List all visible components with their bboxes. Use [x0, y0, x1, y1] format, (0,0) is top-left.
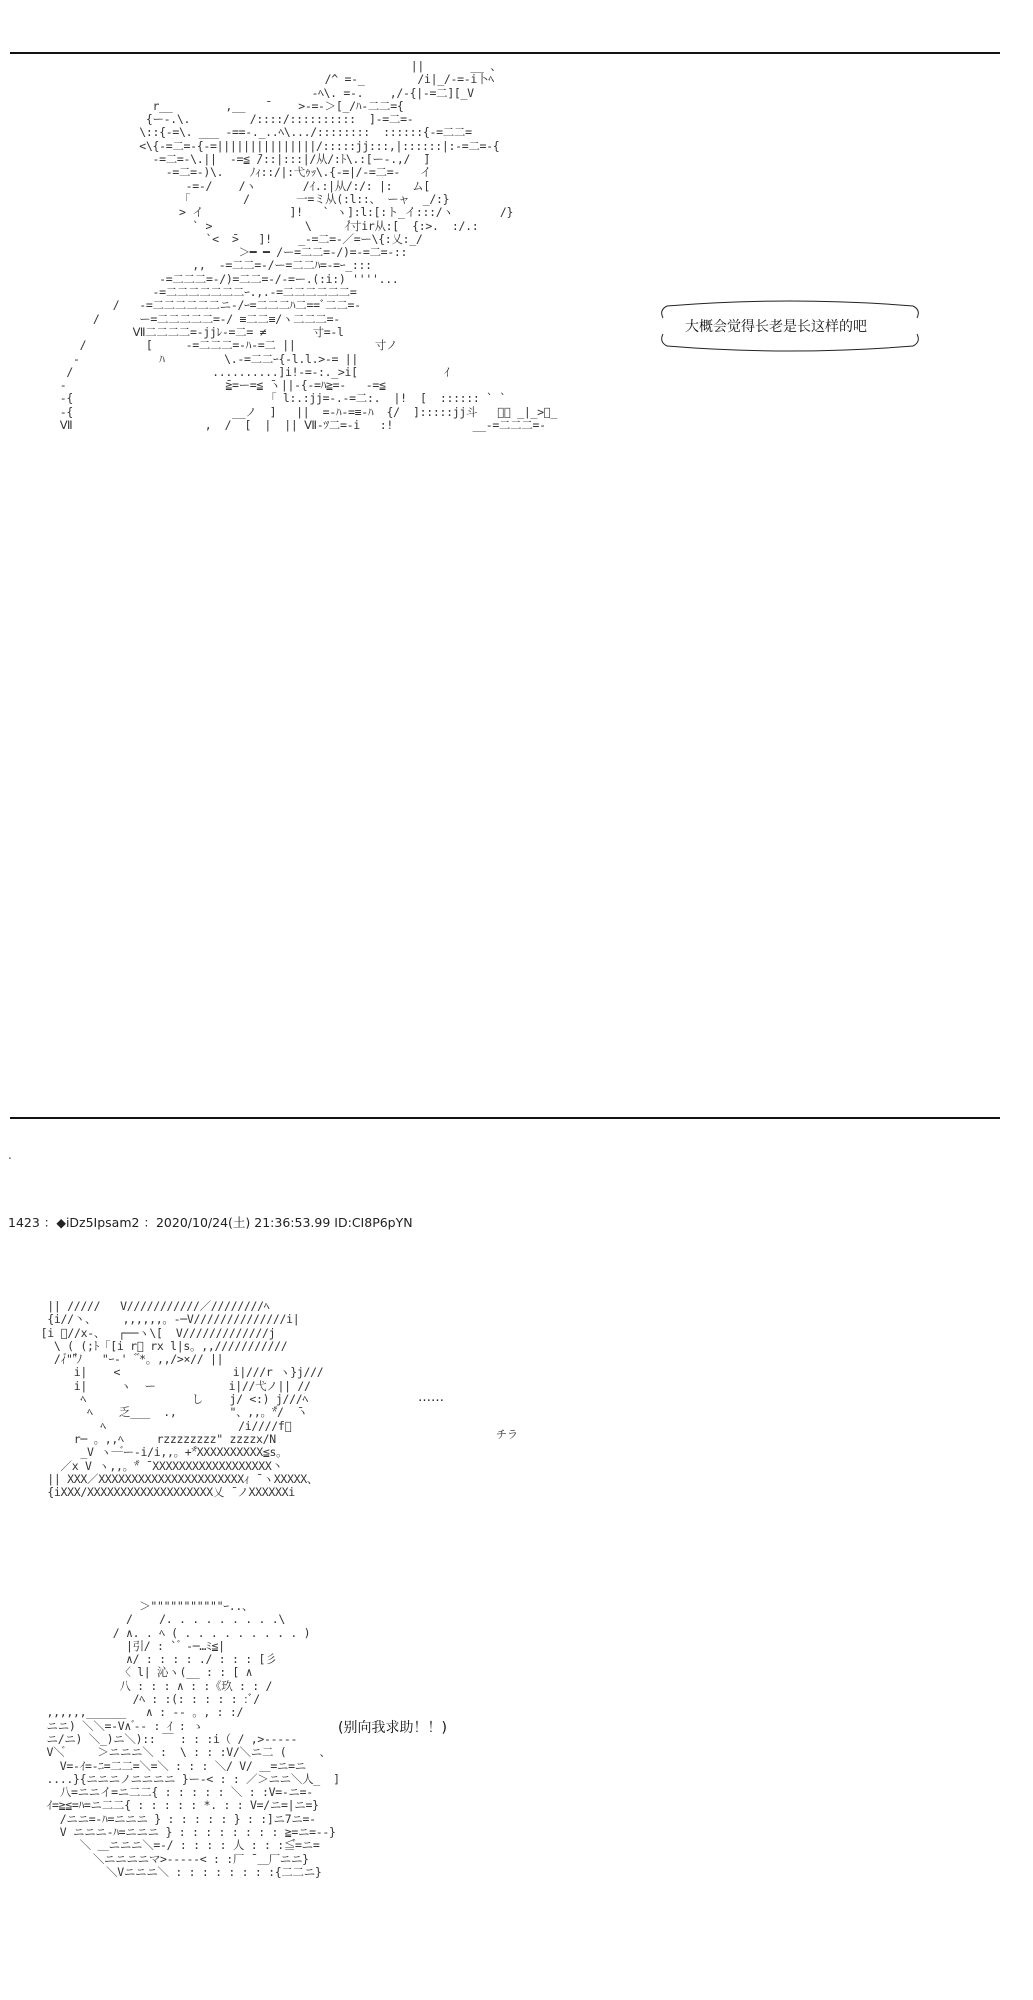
post-time: 21:36:53.99 — [254, 1215, 331, 1230]
shout-text: (别向我求助！！) — [338, 1720, 447, 1736]
post-trip: iDz5Ipsam2 — [65, 1215, 140, 1230]
post-date: 2020/10/24(土) — [155, 1215, 251, 1230]
speech-bubble — [655, 300, 925, 352]
aa-art-panel3: ＞"""""""""""ｰ..、 / /. . . . . . . . .\ / ∧. . ﾍ ( . . . . . . . . . ) |引/ : ` ゙ ‐─…ﾐ≦| ∧/ : : : : ./ : : : [彡 〈 l| 沁ヽ(__ : : [ ∧ 八 : : : ∧ : :《玖 : : / /ﾍ : :(: : : : : :ﾞ/ ,,,,,,______ ∧ : -- 。, : :/ ニニ) ＼＼=-V∧ ゙-- : ｲ : ゝ ニ/ニ) ＼_)ニ＼):: ￣ : : :i（ / ,>-‐‐‐- V＼゙ ＞ニニニ＼ : \ : : :V/＼ニ二 ( 、 V=-ｲ=-ﾆ=二二=＼=＼ : : : ＼/ V/ ＿=ニ=ニ ....}{ニニニノニニニニ }ー-< : : ／＞ニニ＼人_ ] 八=ニニイ=ニ二二{ : : : : : ＼ : :V=-ニ=- ｲ=≧≦=ﾊ=ニ二二{ : : : : : *. : : V=/ニ=|ニ=} /ニニ=-ﾊ=ニニニ } : : : : : } : :]ニ7ニ=- V ニニニ-ﾊ=ニニニ } : : : : : : : : ≧=ニ=--} ＼ ＿ニニニ＼=-/ : : : : 人 : : :≦゙=ニ= ＼ニニニニマ>-----< : :厂 ̄ ＿厂ニニ} ＼Vニニニ＼ : : : : : : : :{二二ニ} — [46, 1599, 340, 1879]
post-header — [8, 1213, 413, 1231]
trip-diamond-icon: ◆ — [56, 1215, 66, 1230]
ellipsis-text: …… — [418, 1390, 444, 1405]
dot-marker: . — [8, 1148, 12, 1162]
speech-bubble-text: 大概会觉得长老是长这样的吧 — [685, 319, 867, 335]
panel-divider — [10, 1117, 1000, 1119]
post-sep: ： — [43, 1215, 57, 1230]
top-divider — [10, 52, 1000, 54]
post-number[interactable]: 1423 — [8, 1215, 40, 1230]
post-id[interactable]: ID:CI8P6pYN — [334, 1215, 413, 1230]
aa-art-panel1: || __ 、 /^ =-_ /i|_/-=-i卜ﾍ -ﾍ\. =-. ,/-{|-=二][_V r__ ,__ ̄ >-=-＞[_/ﾊ-二二={ {ー-.\. /::::/:::::::::: ]-=二=- \::{-=\. ___ -==-._..ﾍ\.../:::::::: ::::::{-=二二= <\{-=二=-{-=|||||||||||||||/:::::jj:::,|::::::|:-=二=-{ -=二=-\.|| -=≦ ̄/::|:::|/从/:ﾄ\.:[ー-.,/ ̄] -=二=-)\. ﾉｨ::/|:弋ｩｯ\.{-=|/-=二=- イ -=-/ /ヽ /ｲ.:|从/:/: |: ム[ 「 / 一=ミ从(:l::、 ーャ _/:} > イ ]! ` ヽ]:l:[:ト_イ:::/ヽ /} ` > \ ｲ゙寸ir从:[ {:>. :/.: `< ̄> ]! _-=二=-／=ー\{:乂:_/ ＞━ ━ /ー=二二=-/)=-=二=-:: ,, -=二二=-/ー=二二ﾊ=-=ｰ_::: -=二二二=-/)=二二=-/-=ー.(:i:) ''''... -=二二二二二二二ｰ.,.-=二二二二二二= / -=二二二二二二ニ-/ｰ=二二二ﾊ二==ﾞ二二=- / ー=二二二二二=-/ ≡二二≡/ヽ二二二=- Ⅶ二二二二=-jjﾚ-=二= ≠ 寸=-l / [ -=二二二=-ﾊ-=二 || 寸ノ - ﾊ \.-=二二ｰ{-l.l.>-= || / ..........]i!-=-:._>i[ ｲ - ̄≧=ー=≦ ̄ヽ||-{-=ﾊ≧=- -=≦ -{ 「 l:.:jj=-.-=二:. |! [ :::::: ` ` -{ __ノ ] || =-ﾊ-=≡-ﾊ {/ ]:::::jj斗 ゙「 _|_>ー_ Ⅶ , / [ | || Ⅶ-ﾂ二=-i :! __-=二二二=- — [59, 59, 557, 433]
sfx-text: チラ — [496, 1428, 518, 1441]
aa-art-panel2: || ///// V///////////／////////ﾍ {i//丶、 ,,,,,,。-─V//////////////i| [i ゙//x-、 ┌──ヽ\[ V/////////////j \ ( (;ﾄ「[i r゙ rx l|s。,,/////////// /ｨ゙""゙ﾉ "ｰ-' ゙ ゙*。,,/>×// || i| < i|///r ヽ}j/// i| ヽ ー i|//弋ノ|| // ﾍ し j/ <:) j///ﾍ ﾍ 乏___ ., "、,,。*゙/ ̄ヽ ﾍ /i////f゙ r─ 。,,ﾍ rzzzzzzzz" zzzzx/N _V ヽ─゙ー‐i/i,,。+*゙XXXXXXXXXX≦s。 ／x V ヽ,,。*゙ ̄ XXXXXXXXXXXXXXXXXX丶 || XXX／XXXXXXXXXXXXXXXXXXXXXXｨ ̄ ヽXXXXX、 {iXXX/XXXXXXXXXXXXXXXXXXX乂 ̄ ノXXXXXXi — [40, 1299, 324, 1500]
post-sep2: ： — [143, 1215, 156, 1230]
